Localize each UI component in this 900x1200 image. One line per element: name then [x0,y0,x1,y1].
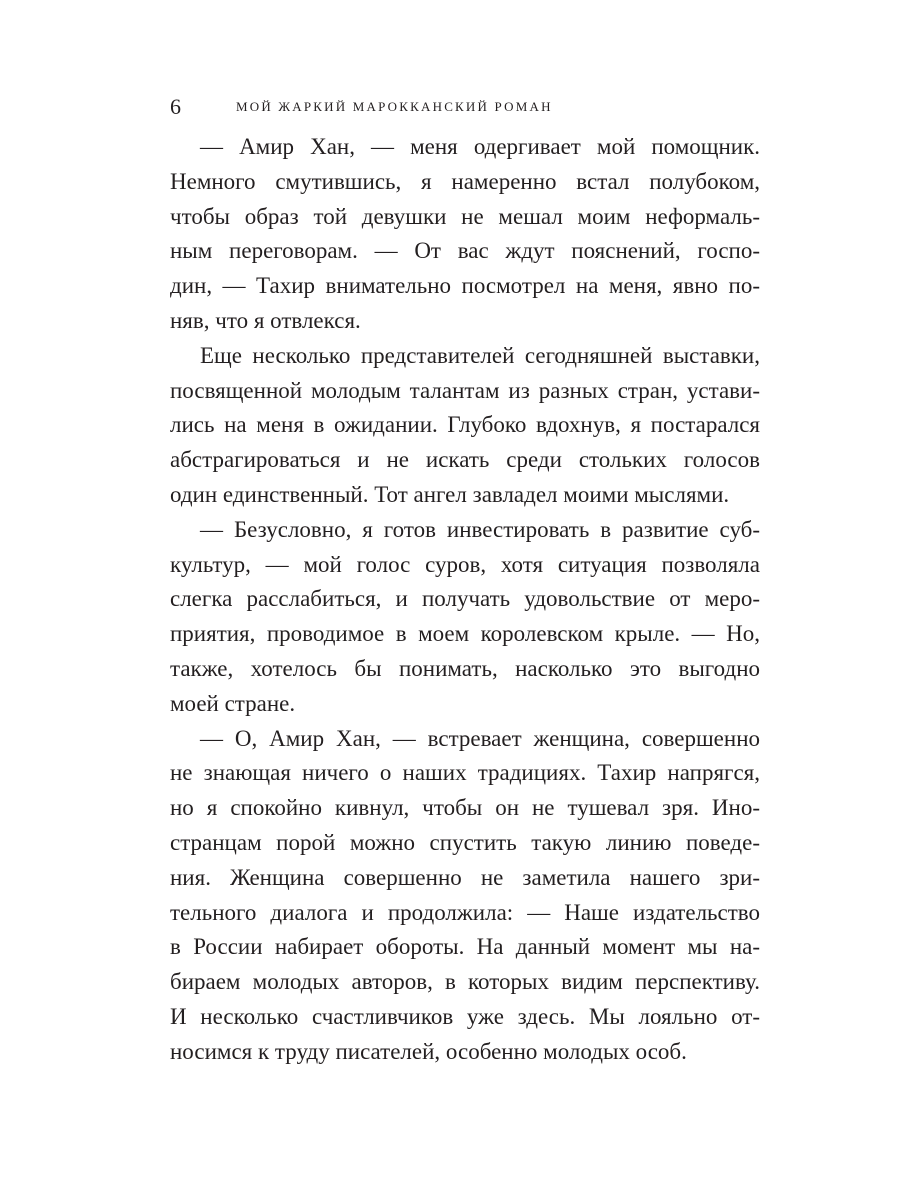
text-line: но я спокойно кивнул, чтобы он не тушевал зря. Ино- [170,795,760,821]
running-head [170,94,770,124]
text-line: один единственный. Тот ангел завладел моими мыслями. [170,481,730,507]
text-line: в России набирает обороты. На данный момент мы на- [170,934,760,960]
text-line: культур, — мой голос суров, хотя ситуация позволяла [170,551,760,577]
body-text [170,130,760,1070]
text-line: — О, Амир Хан, — встревает женщина, совершенно [200,725,760,751]
text-line: приятия, проводимое в моем королевском крыле. — Но, [170,621,760,647]
text-line: — Безусловно, я готов инвестировать в развитие суб- [200,516,760,542]
text-line: абстрагироваться и не искать среди стольких голосов [170,447,760,473]
text-line: лись на меня в ожидании. Глубоко вдохнув, я постарался [170,412,760,438]
text-line: Немного смутившись, я намеренно встал полубоком, [170,168,760,194]
text-line: бираем молодых авторов, в которых видим перспективу. [170,969,760,995]
text-line: посвященной молодым талантам из разных стран, устави- [170,377,760,403]
text-line: слегка расслабиться, и получать удовольствие от меро- [170,586,760,612]
text-line: не знающая ничего о наших традициях. Тахир напрягся, [170,760,760,786]
text-line: ния. Женщина совершенно не заметила нашего зри- [170,864,760,890]
text-line: странцам порой можно спустить такую линию поведе- [170,829,760,855]
text-line: моей стране. [170,690,296,716]
text-line: носимся к труду писателей, особенно молодых особ. [170,1038,687,1064]
text-line: И несколько счастливчиков уже здесь. Мы лояльно от- [170,1003,760,1029]
text-line: также, хотелось бы понимать, насколько это выгодно [170,655,760,681]
text-line: ным переговорам. — От вас ждут пояснений, госпо- [170,238,760,264]
text-line: няв, что я отвлекся. [170,307,361,333]
text-line: тельного диалога и продолжила: — Наше издательство [170,899,760,925]
text-line: — Амир Хан, — меня одергивает мой помощник. [200,134,760,159]
page-number: 6 [170,94,181,119]
book-title: МОЙ ЖАРКИЙ МАРОККАНСКИЙ РОМАН [236,99,553,114]
text-line: Еще несколько представителей сегодняшней выставки, [200,342,760,368]
text-line: дин, — Тахир внимательно посмотрел на меня, явно по- [170,273,760,299]
text-line: чтобы образ той девушки не мешал моим неформаль- [170,203,760,229]
